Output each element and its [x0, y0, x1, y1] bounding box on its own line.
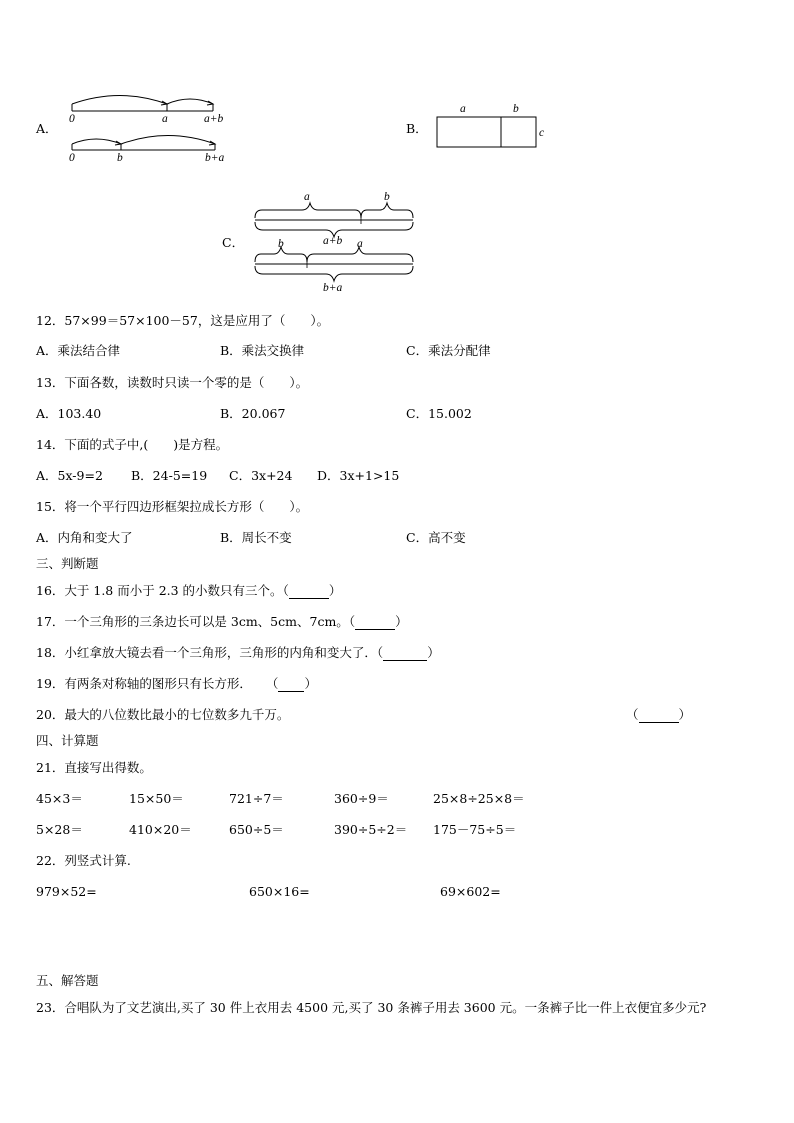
tick-label-zero: 0	[69, 113, 75, 125]
option-a-label: A．	[36, 121, 58, 136]
segment-label-b: b	[384, 191, 390, 203]
question-20-answer: （ ）	[626, 707, 692, 722]
oral-calc-item: 5×28＝	[36, 822, 83, 837]
segment-label-a: a	[357, 238, 363, 250]
q15-option-b: B．周长不变	[220, 530, 292, 545]
answer-blank[interactable]	[278, 679, 304, 692]
answer-blank[interactable]	[355, 617, 395, 630]
vertical-calc-item: 69×602=	[440, 884, 501, 899]
oral-calc-item: 410×20＝	[129, 822, 192, 837]
oral-calc-item: 721÷7＝	[229, 791, 284, 806]
q15-option-c: C．高不变	[406, 530, 466, 545]
segment-label-a: a	[304, 191, 310, 203]
question-12: 12．57×99＝57×100－57，这是应用了（ ）。	[36, 313, 330, 328]
q14-option-c: C．3x+24	[229, 468, 293, 483]
question-13: 13．下面各数，读数时只读一个零的是（ ）。	[36, 375, 309, 390]
segment-label-b-plus-a: b+a	[323, 282, 343, 294]
question-20	[36, 707, 289, 723]
question-16: 16．大于 1.8 而小于 2.3 的小数只有三个。（ ）	[36, 583, 342, 598]
question-20-text: 20．最大的八位数比最小的七位数多九千万。	[36, 707, 290, 722]
question-19: 19．有两条对称轴的图形只有长方形． （ ）	[36, 676, 317, 691]
question-18-text: 18．小红拿放大镜去看一个三角形，三角形的内角和变大了．	[36, 645, 377, 660]
q14-option-b: B．24-5=19	[131, 468, 208, 483]
question-17: 17．一个三角形的三条边长可以是 3cm、5cm、7cm。（ ）	[36, 614, 408, 629]
segment-label-a-plus-b: a+b	[323, 235, 343, 247]
question-18: 18．小红拿放大镜去看一个三角形，三角形的内角和变大了．（ ）	[36, 645, 440, 660]
tick-label-a-plus-b: a+b	[204, 113, 224, 125]
oral-calc-item: 25×8÷25×8＝	[433, 791, 525, 806]
rect-label-c: c	[539, 127, 545, 139]
rect-label-b: b	[513, 103, 519, 115]
question-19-text: 19．有两条对称轴的图形只有长方形．	[36, 676, 252, 691]
oral-calc-item: 390÷5÷2＝	[334, 822, 408, 837]
q15-option-a: A．内角和变大了	[36, 530, 133, 545]
option-b-label: B．	[406, 121, 428, 136]
question-17-text: 17．一个三角形的三条边长可以是 3cm、5cm、7cm。	[36, 614, 349, 629]
oral-calc-item: 175－75÷5＝	[433, 822, 517, 837]
vertical-calc-item: 650×16=	[249, 884, 310, 899]
oral-calc-item: 650÷5＝	[229, 822, 284, 837]
segment-diagram-c	[0, 0, 794, 300]
question-21: 21．直接写出得数。	[36, 760, 152, 775]
tick-label-zero: 0	[69, 152, 75, 164]
q12-option-a: A．乘法结合律	[36, 343, 121, 358]
q13-option-a: A．103.40	[36, 406, 102, 421]
oral-calc-item: 360÷9＝	[334, 791, 389, 806]
answer-blank[interactable]	[383, 648, 427, 661]
q12-option-c: C．乘法分配律	[406, 343, 491, 358]
answer-blank[interactable]	[289, 586, 329, 599]
q12-option-b: B．乘法交换律	[220, 343, 305, 358]
q13-option-c: C．15.002	[406, 406, 472, 421]
rect-label-a: a	[460, 103, 466, 115]
question-14: 14．下面的式子中,( )是方程。	[36, 437, 229, 452]
q14-option-a: A．5x-9=2	[36, 468, 103, 483]
tick-label-b: b	[117, 152, 123, 164]
vertical-calc-item: 979×52=	[36, 884, 97, 899]
section-heading-judgement: 三、判断题	[36, 556, 99, 571]
tick-label-b-plus-a: b+a	[205, 152, 225, 164]
segment-label-b: b	[278, 238, 284, 250]
question-23: 23．合唱队为了文艺演出,买了 30 件上衣用去 4500 元,买了 30 条裤子用去 3600 元。一条裤子比一件上衣便宜多少元?	[36, 1000, 707, 1015]
section-heading-word-problems: 五、解答题	[36, 973, 99, 988]
q14-option-d: D．3x+1>15	[317, 468, 400, 483]
answer-blank[interactable]	[639, 710, 679, 723]
oral-calc-item: 45×3＝	[36, 791, 83, 806]
section-heading-calculation: 四、计算题	[36, 733, 99, 748]
option-c-label: C．	[222, 235, 245, 250]
question-22: 22．列竖式计算.	[36, 853, 131, 868]
question-15: 15．将一个平行四边形框架拉成长方形（ ）。	[36, 499, 309, 514]
question-16-text: 16．大于 1.8 而小于 2.3 的小数只有三个。	[36, 583, 283, 598]
oral-calc-item: 15×50＝	[129, 791, 184, 806]
tick-label-a: a	[162, 113, 168, 125]
q13-option-b: B．20.067	[220, 406, 286, 421]
